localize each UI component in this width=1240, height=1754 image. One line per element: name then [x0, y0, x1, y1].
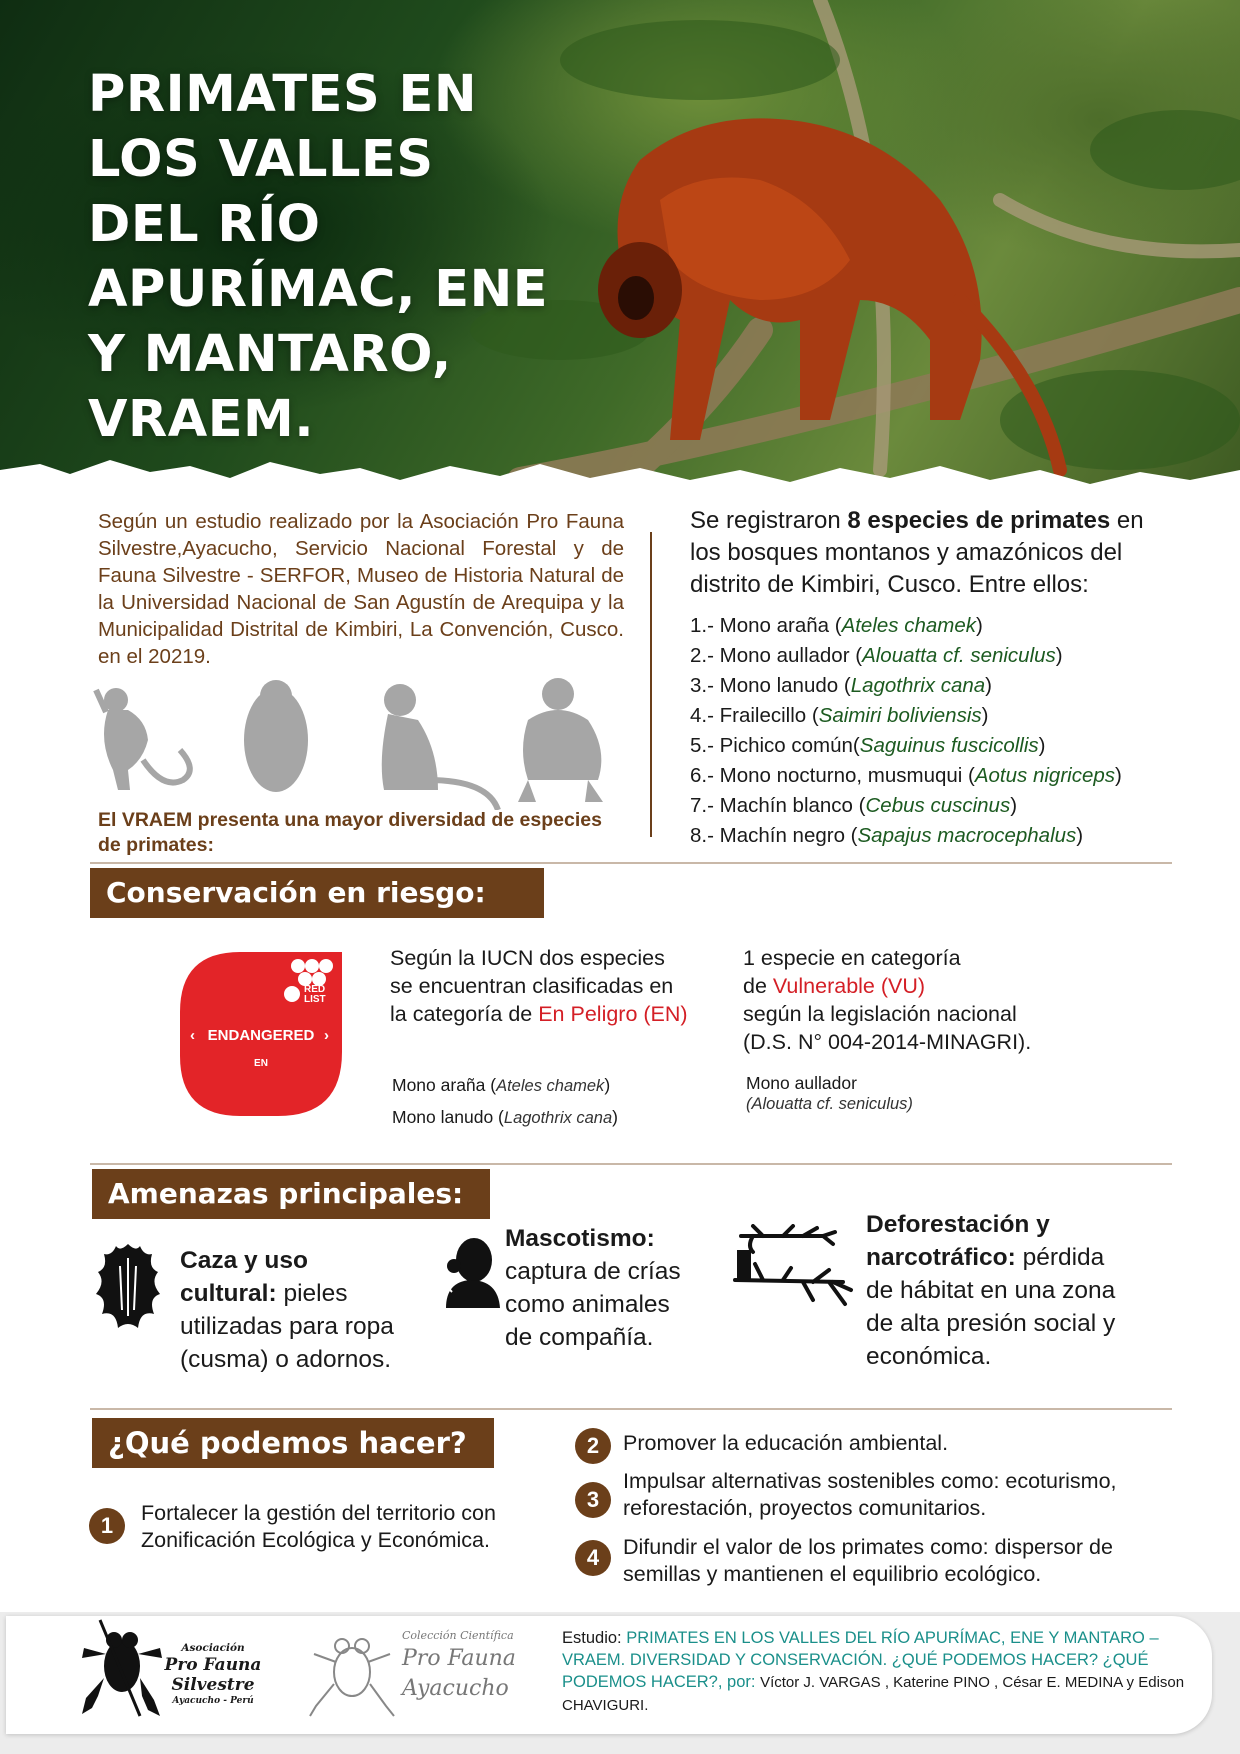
badge-code: EN	[254, 1058, 268, 1069]
threat-hunting: Caza y uso cultural: pieles utilizadas para ropa (cusma) o adornos.	[180, 1247, 394, 1373]
threat-pets: Mascotismo: captura de crías como animales de compañía.	[505, 1225, 681, 1351]
svg-text:›: ›	[324, 1027, 329, 1044]
actions-header: ¿Qué podemos hacer?	[92, 1418, 494, 1468]
study-description: Según un estudio realizado por la Asociación Pro Fauna Silvestre,Ayacucho, Servicio Nacional Forestal y de Fauna Silvestre - SERFOR, Museo de Historia Natural de la Universidad Nacional de San Agustín de Arequipa y la Municipalidad Distrital de Kimbiri, La Convención, Cusco. en el 20219.	[98, 510, 624, 668]
threat-deforestation: Deforestación y narcotráfico: pérdida de hábitat en una zona de alta presión social y económica.	[866, 1211, 1116, 1370]
action-4: Difundir el valor de los primates como: dispersor de semillas y mantienen el equilibrio ecológico.	[623, 1535, 1113, 1586]
threats-header: Amenazas principales:	[92, 1169, 490, 1219]
woolly-monkey-icon	[382, 684, 498, 810]
svg-text:‹: ‹	[190, 1027, 195, 1044]
step-number-2: 2	[575, 1428, 611, 1464]
section-divider	[90, 862, 1172, 864]
hero-banner	[0, 0, 1240, 500]
list-item: 1.- Mono araña (Ateles chamek)	[690, 614, 983, 637]
species-list	[690, 611, 1170, 851]
logo-pro-fauna-silvestre: Asociación Pro Fauna Silvestre Ayacucho - Perú	[164, 1642, 262, 1706]
step-number-1: 1	[89, 1508, 125, 1544]
frog-logo-icon	[80, 1618, 162, 1720]
species-lead: Se registraron 8 especies de primates en los bosques montanos y amazónicos del distrito de Kimbiri, Cusco. Entre ellos:	[690, 507, 1144, 598]
step-number-3: 3	[575, 1482, 611, 1518]
en-species-2: Mono lanudo (Lagothrix cana)	[392, 1107, 618, 1127]
conservation-header: Conservación en riesgo:	[90, 868, 544, 918]
howler-monkey-icon	[244, 680, 308, 792]
action-2: Promover la educación ambiental.	[623, 1431, 949, 1455]
howler-monkey-illustration	[598, 118, 1060, 470]
primate-silhouettes	[88, 670, 628, 810]
person-with-monkey-icon	[440, 1236, 502, 1308]
section-divider	[90, 1163, 1172, 1165]
list-item: 8.- Machín negro (Sapajus macrocephalus)	[690, 824, 1084, 847]
badge-brand-1: RED	[304, 984, 326, 995]
capuchin-icon	[518, 678, 603, 802]
diversity-note: El VRAEM presenta una mayor diversidad de especies de primates:	[98, 809, 602, 856]
list-item: 5.- Pichico común(Saguinus fuscicollis)	[690, 734, 1046, 757]
study-credit: Estudio: PRIMATES EN LOS VALLES DEL RÍO APURÍMAC, ENE Y MANTARO – VRAEM. DIVERSIDAD Y CONSERVACIÓN. ¿QUÉ PODEMOS HACER? ¿QUÉ PODEMOS HACER?, por: Víctor J. VARGAS , Katerine PINO , César E. MEDINA y Edison CHAVIGURI.	[562, 1629, 1185, 1714]
en-species-1: Mono araña (Ateles chamek)	[392, 1075, 611, 1095]
iucn-description: Según la IUCN dos especies se encuentran clasificadas en la categoría de En Peligro (EN)	[390, 946, 688, 1026]
vu-species: Mono aullador (Alouatta cf. seniculus)	[746, 1073, 913, 1113]
torn-paper-edge	[0, 440, 1240, 500]
vu-description: 1 especie en categoría de Vulnerable (VU) según la legislación nacional (D.S. N° 004-2014-MINAGRI).	[743, 946, 1032, 1054]
section-divider	[90, 1408, 1172, 1410]
list-item: 6.- Mono nocturno, musmuqui (Aotus nigriceps)	[690, 764, 1122, 787]
badge-label: ENDANGERED	[207, 1027, 315, 1044]
pelt-icon	[94, 1242, 162, 1330]
action-3: Impulsar alternativas sostenibles como: ecoturismo, reforestación, proyectos comunitarios.	[623, 1469, 1117, 1520]
page-title: PRIMATES EN LOS VALLES DEL RÍO APURÍMAC, ENE Y MANTARO, VRAEM.	[88, 65, 549, 449]
frog-outline-logo-icon	[306, 1626, 398, 1718]
list-item: 3.- Mono lanudo (Lagothrix cana)	[690, 674, 992, 697]
species-summary	[690, 505, 1170, 851]
felled-trees-icon	[733, 1224, 855, 1310]
step-number-4: 4	[575, 1540, 611, 1576]
spider-monkey-icon	[96, 688, 190, 790]
list-item: 2.- Mono aullador (Alouatta cf. seniculus)	[690, 644, 1063, 667]
logo-coleccion-cientifica: Colección Científica Pro Fauna Ayacucho	[402, 1629, 516, 1701]
list-item: 4.- Frailecillo (Saimiri boliviensis)	[690, 704, 989, 727]
badge-brand-2: LIST	[304, 994, 326, 1005]
column-divider	[650, 532, 652, 837]
action-1: Fortalecer la gestión del territorio con Zonificación Ecológica y Económica.	[141, 1501, 496, 1552]
list-item: 7.- Machín blanco (Cebus cuscinus)	[690, 794, 1018, 817]
iucn-endangered-badge	[180, 952, 342, 1116]
